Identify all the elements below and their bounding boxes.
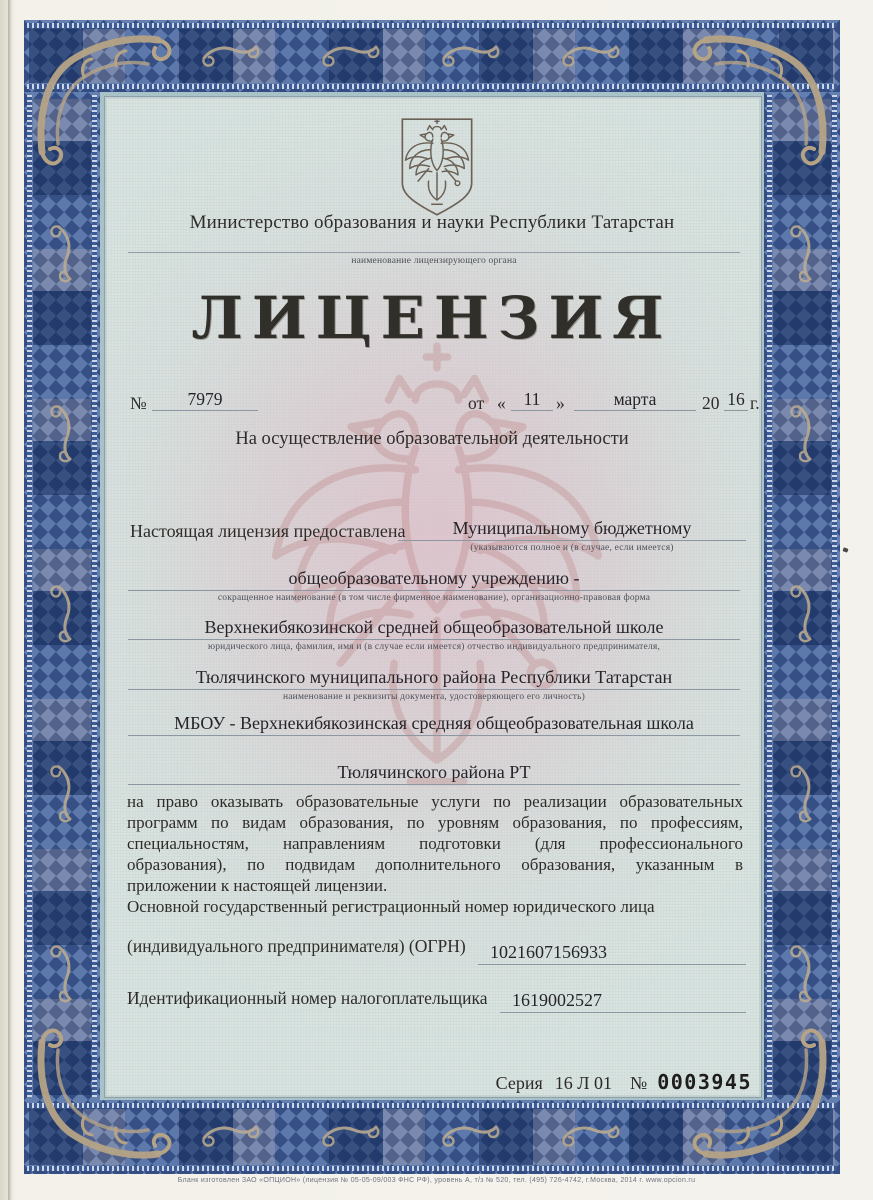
inn-value: 1619002527 [512, 990, 602, 1011]
grantee-line-3 [128, 613, 740, 640]
grantee-line-6 [128, 758, 740, 785]
scroll-ornament-icon [320, 1122, 380, 1148]
inn-line [500, 986, 746, 1013]
ministry-caption: наименование лицензирующего органа [351, 256, 517, 266]
ministry-rule [128, 252, 740, 253]
date-month-line [574, 384, 696, 411]
license-number-line [152, 384, 258, 411]
scroll-ornament-icon [789, 943, 815, 1003]
paragraph-line: образования), по подвидам дополнительного образования, указанным в [127, 855, 743, 874]
corner-ornament-icon [690, 20, 840, 170]
license-number-value: 7979 [187, 388, 223, 409]
grantee-value-6: Тюлячинского района РТ [337, 762, 531, 783]
corner-ornament-icon [24, 20, 174, 170]
rights-paragraph [127, 791, 743, 896]
scan-speck [842, 547, 848, 552]
scroll-ornament-icon [320, 42, 380, 68]
series-number: 0003945 [657, 1070, 752, 1094]
coat-of-arms-icon [395, 116, 479, 219]
date-prefix: от [468, 393, 485, 413]
scroll-ornament-icon [49, 223, 75, 283]
ogrn-label-main: Основной государственный регистрационный номер юридического лица [127, 897, 655, 916]
grantee-caption-2: сокращенное наименование (в том числе фирменное наименование), организационно-правовая форма [217, 593, 651, 603]
date-close-quote: » [556, 393, 565, 413]
series-number-sign: № [630, 1073, 648, 1093]
grantee-value-5: МБОУ - Верхнекибякозинская средняя общеобразовательная школа [174, 713, 694, 734]
date-century: 20 [702, 393, 720, 413]
grantee-value-2: общеобразовательному учреждению - [288, 568, 580, 589]
series-value: 16 Л 01 [554, 1073, 613, 1093]
scroll-ornament-icon [200, 1122, 260, 1148]
form-printer-note: Бланк изготовлен ЗАО «ОПЦИОН» (лицензия № 05-05-09/003 ФНС РФ), уровень А, т/з № 520, тел. (495) 726-4742, г.Москва, 2014 г. www.opcion.ru [177, 1177, 696, 1184]
scroll-ornament-icon [200, 42, 260, 68]
grantee-label: Настоящая лицензия предоставлена [130, 521, 406, 541]
ogrn-line [478, 938, 746, 965]
date-month-value: марта [613, 388, 657, 409]
scroll-ornament-icon [560, 1122, 620, 1148]
date-year-suffix: г. [750, 393, 760, 413]
grantee-line-1 [398, 514, 746, 541]
corner-ornament-icon [690, 1024, 840, 1174]
series-label: Серия [495, 1073, 543, 1093]
paragraph-line: приложении к настоящей лицензии. [127, 876, 388, 895]
paragraph-line: специальностям, направлениям подготовки (для профессионального [127, 834, 743, 853]
scroll-ornament-icon [789, 223, 815, 283]
license-title: ЛИЦЕНЗИЯ [191, 284, 673, 352]
inn-label: Идентификационный номер налогоплательщика [127, 988, 488, 1008]
paper-edge-shadow [8, 0, 12, 1200]
paragraph-line: программ по видам образования, по уровням образования, по профессиям, [127, 813, 743, 832]
scroll-ornament-icon [789, 403, 815, 463]
grantee-value-1: Муниципальному бюджетному [452, 518, 692, 539]
grantee-caption-1: (указываются полное и (в случае, если имеется) [470, 543, 674, 553]
ogrn-value: 1021607156933 [490, 942, 607, 963]
grantee-caption-3: юридического лица, фамилия, имя и (в случае если имеется) отчество индивидуального предпринимателя, [207, 642, 661, 652]
grantee-value-3: Верхнекибякозинской средней общеобразовательной школе [204, 617, 664, 638]
ministry-name: Министерство образования и науки Республики Татарстан [189, 212, 675, 233]
grantee-line-2 [128, 564, 740, 591]
license-number-sign: № [130, 393, 147, 413]
scroll-ornament-icon [49, 583, 75, 643]
scroll-ornament-icon [49, 403, 75, 463]
date-year-value: 16 [727, 388, 745, 409]
grantee-value-4: Тюлячинского муниципального района Республики Татарстан [195, 667, 673, 688]
date-day-value: 11 [523, 388, 541, 409]
grantee-line-4 [128, 663, 740, 690]
paragraph-line: на право оказывать образовательные услуги по реализации образовательных [127, 792, 743, 811]
scroll-ornament-icon [789, 763, 815, 823]
grantee-caption-4: наименование и реквизиты документа, удостоверяющего его личность) [282, 692, 586, 702]
corner-ornament-icon [24, 1024, 174, 1174]
scroll-ornament-icon [440, 1122, 500, 1148]
scroll-ornament-icon [49, 763, 75, 823]
scroll-ornament-icon [789, 583, 815, 643]
scroll-ornament-icon [49, 943, 75, 1003]
scroll-ornament-icon [440, 42, 500, 68]
grantee-line-5 [128, 709, 740, 736]
date-open-quote: « [497, 393, 506, 413]
license-subtitle: На осуществление образовательной деятельности [235, 429, 629, 449]
series-row [400, 1070, 752, 1094]
date-year-line [724, 384, 748, 411]
ogrn-label-secondary: (индивидуального предпринимателя) (ОГРН) [127, 936, 466, 956]
date-day-line [511, 384, 553, 411]
scroll-ornament-icon [560, 42, 620, 68]
